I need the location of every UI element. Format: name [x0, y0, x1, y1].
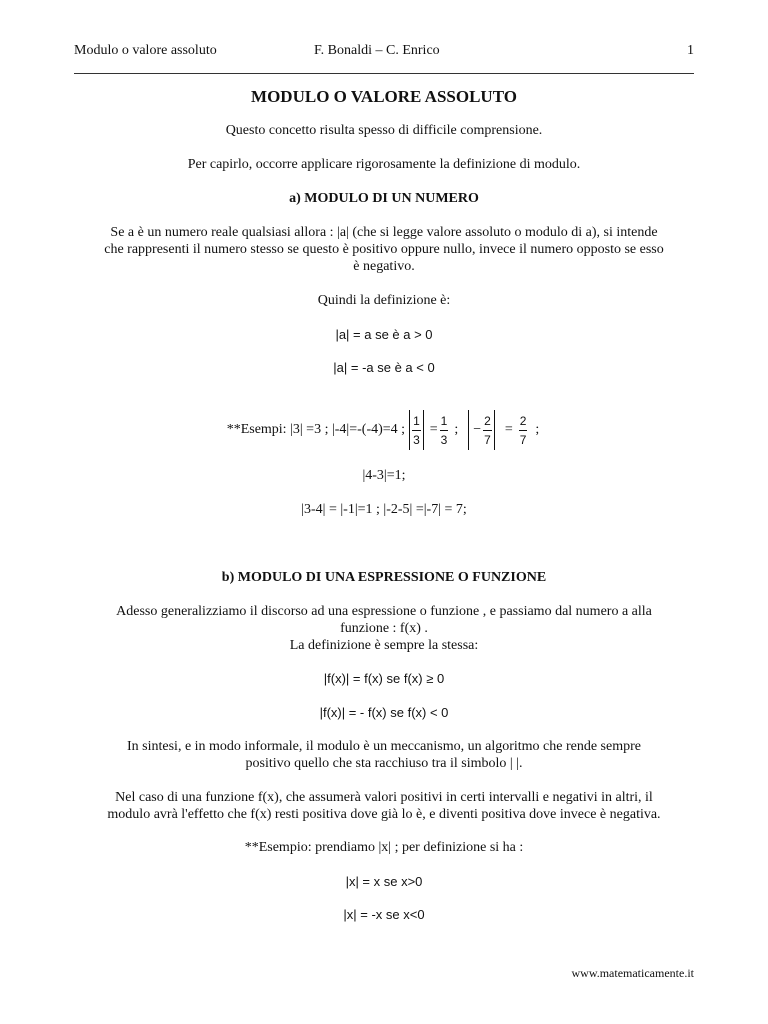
- examples-row: [74, 408, 694, 452]
- equals-sign: =: [429, 422, 438, 437]
- function-case-line: Nel caso di una funzione f(x), che assumerà valori positivi in certi intervalli e negativi in altri, il: [115, 790, 653, 805]
- abs-x-negative: |x| = -x se x<0: [343, 907, 425, 922]
- examples-prefix: **Esempi: |3| =3 ; |-4|=-(-4)=4 ;: [226, 422, 406, 437]
- separator: ;: [454, 422, 459, 437]
- example-line: |3-4| = |-1|=1 ; |-2-5| =|-7| = 7;: [301, 502, 467, 517]
- abs-fraction: [466, 410, 497, 450]
- footer-website: www.matematicamente.it: [571, 966, 694, 980]
- fraction: $\frac{2}{7}$: [484, 413, 491, 447]
- section-b-heading: b) MODULO DI UNA ESPRESSIONE O FUNZIONE: [221, 570, 547, 585]
- section-b-paragraph-line: La definizione è sempre la stessa:: [289, 638, 479, 653]
- section-a-heading: a) MODULO DI UN NUMERO: [289, 191, 479, 206]
- header-left: Modulo o valore assoluto: [74, 43, 217, 58]
- definition-intro: Quindi la definizione è:: [317, 293, 451, 308]
- section-a-paragraph-line: Se a è un numero reale qualsiasi allora : |a| (che si legge valore assoluto o modulo di a), si intende: [110, 225, 658, 240]
- fraction: $\frac{1}{3}$: [413, 413, 420, 447]
- header-rule: [74, 73, 694, 74]
- abs-fraction: [407, 410, 426, 450]
- header-authors: F. Bonaldi – C. Enrico: [314, 43, 440, 58]
- function-case-line: modulo avrà l'effetto che f(x) resti positiva dove già lo è, e diventi positiva dove invece è negativa.: [107, 807, 661, 822]
- example-intro: **Esempio: prendiamo |x| ; per definizione si ha :: [244, 840, 524, 855]
- fraction: $\frac{1}{3}$: [440, 413, 448, 447]
- page-title: MODULO O VALORE ASSOLUTO: [251, 87, 517, 106]
- section-b-paragraph-line: Adesso generalizziamo il discorso ad una espressione o funzione , e passiamo dal numero a alla: [116, 604, 652, 619]
- definition-positive: |a| = a se è a > 0: [335, 327, 433, 342]
- function-definition-negative: |f(x)| = - f(x) se f(x) < 0: [319, 705, 449, 720]
- example-line: |4-3|=1;: [362, 468, 406, 483]
- fraction: $\frac{2}{7}$: [519, 413, 527, 447]
- section-b-paragraph-line: funzione : f(x) .: [340, 621, 428, 636]
- summary-line: In sintesi, e in modo informale, il modulo è un meccanismo, un algoritmo che rende sempre: [127, 739, 641, 754]
- equals-sign: =: [504, 422, 513, 437]
- section-a-paragraph-line: è negativo.: [353, 259, 415, 274]
- definition-negative: |a| = -a se è a < 0: [333, 360, 435, 375]
- minus-sign: −: [473, 422, 482, 437]
- intro-line-1: Questo concetto risulta spesso di difficile comprensione.: [225, 123, 543, 138]
- separator: ;: [535, 422, 540, 437]
- abs-x-positive: |x| = x se x>0: [345, 874, 423, 889]
- function-definition-positive: |f(x)| = f(x) se f(x) ≥ 0: [323, 671, 445, 686]
- intro-line-2: Per capirlo, occorre applicare rigorosamente la definizione di modulo.: [187, 157, 581, 172]
- section-a-paragraph-line: che rappresenti il numero stesso se questo è positivo oppure nullo, invece il numero opposto se esso: [104, 242, 664, 257]
- page-number: 1: [687, 43, 694, 58]
- summary-line: positivo quello che sta racchiuso tra il simbolo | |.: [245, 756, 523, 771]
